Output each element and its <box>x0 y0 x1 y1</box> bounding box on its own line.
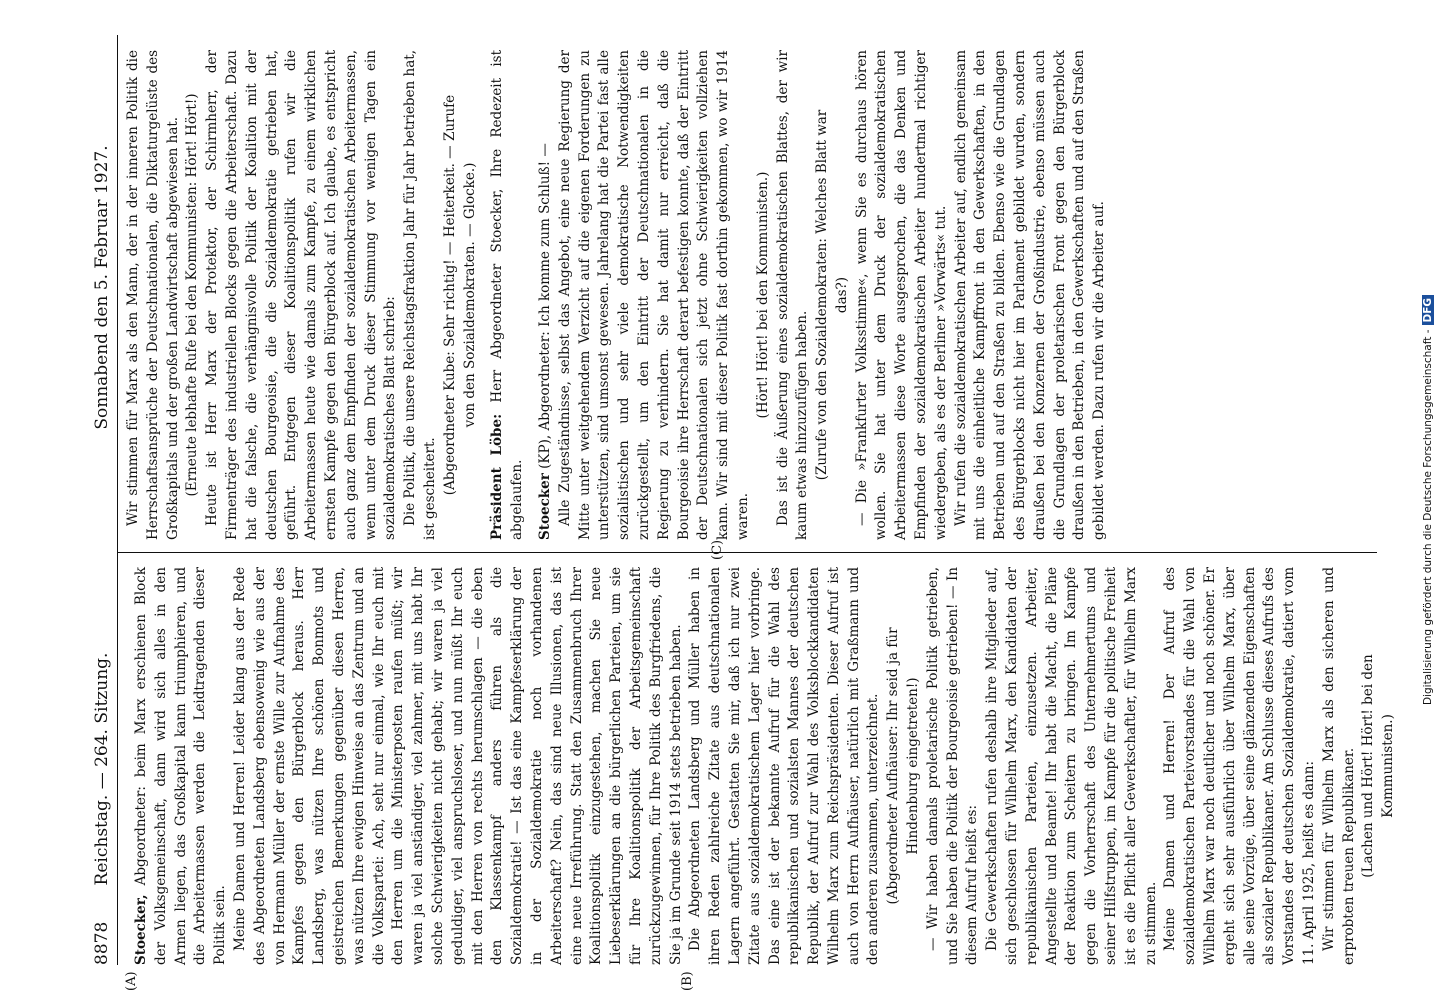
speaker-name: Stoecker <box>536 473 553 540</box>
interjection: (Erneute lebhafte Rufe bei den Kommunisten: Hört! Hört!) <box>184 93 201 497</box>
rotated-text-block <box>90 35 1397 991</box>
column-divider <box>117 552 1377 553</box>
speaker-paragraph <box>488 50 528 540</box>
page-number: 8878 <box>92 921 112 965</box>
speaker-paragraph <box>132 567 231 965</box>
paragraph: Alle Zugeständnisse, selbst das Angebot, eine neue Regierung der Mitte unter weitgehendem Verzicht auf die eigenen Forderungen zu unterstützen, sind umsonst gewesen. Jahrelang hat die Partei fast alle sozialistischen und sehr viele demokratische Notwendigkeiten zurückgestellt, um den Eintritt der Deutschnationalen in die Regierung zu verhindern. Sie hat damit nur erreicht, daß die Bourgeoisie ihre Herrschaft derart befestigen konnte, daß der Eintritt der Deutschnationalen sich jetzt ohne Schwierigkeiten vollziehen kann. Wir sind mit dieser Politik fast dorthin gekommen, wo wir 1914 waren. <box>556 50 751 540</box>
interjection: (Hört! Hört! bei den Kommunisten.) <box>754 171 771 419</box>
paragraph: Wir stimmen für Marx als den Mann, der in der inneren Politik die Herrschaftsansprüche der Deutschnationalen, die Diktaturgelüste des Großkapitals und der großen Landwirtschaft abgewiesen hat. <box>125 50 181 540</box>
side-note-text: Digitalisierung gefördert durch die Deutsche Forschungsgemeinschaft - <box>1422 329 1434 706</box>
page-header <box>90 35 114 965</box>
paragraph: — Die »Frankfurter Volksstimme«, wenn Sie es durchaus hören wollen. Sie hat unter dem Druck der sozialdemokratischen Arbeitermassen diese Worte ausgesprochen, die das Denken und Empfinden der sozialdemokratischen Arbeiter hundertmal richtiger wiedergeben, als es der Berliner »Vorwärts« tut. <box>853 50 949 540</box>
header-session: Reichstag. — 264. Sitzung. <box>92 652 112 886</box>
interjection: (Zurufe von den Sozialdemokraten: Welches Blatt war das?) <box>814 109 850 481</box>
paragraph: Das ist die Äußerung eines sozialdemokratischen Blattes, der wir kaum etwas hinzuzufügen haben. <box>774 50 811 540</box>
side-note <box>1422 10 1438 990</box>
paragraph: Wir stimmen für Wilhelm Marx als den sicheren und erprobten treuen Republikaner. <box>1320 567 1357 965</box>
paragraph: Die Gewerkschaften rufen deshalb ihre Mitglieder auf, sich geschlossen für Wilhelm Marx, den Kandidaten der republikanischen Parteien, einzusetzen. Arbeiter, Angestellte und Beamte! Ihr habt die Macht, die Pläne der Reaktion zum Scheitern zu bringen. Im Kampfe gegen die Vorherrschaft des Unternehmertums und seiner Hilfstruppen, im Kampfe für die politische Freiheit ist es die Pflicht aller Gewerkschaftler, für Wilhelm Marx zu stimmen. <box>984 567 1159 965</box>
margin-mark-c: (C) <box>710 539 725 560</box>
speaker-role: (KP), Abgeordneter: <box>536 331 553 469</box>
header-rule <box>117 35 118 965</box>
header-date: Sonnabend den 5. Februar 1927. <box>92 145 112 430</box>
right-column <box>124 50 1374 540</box>
paragraph: Meine Damen und Herren! Der Aufruf des sozialdemokratischen Parteivorstandes für die Wahl von Wilhelm Marx war noch deutlicher und noch schöner. Er ergeht sich sehr ausführlich über Wilhelm Marx, über alle seine Vorzüge, über seine glänzenden Eigenschaften als sozialer Republikaner. Am Schlusse dieses Aufrufs des Vorstandes der deutschen Sozialdemokratie, datiert vom 11. April 1925, heißt es dann: <box>1162 567 1318 965</box>
speaker-role: Abgeordneter: <box>133 786 149 886</box>
speech-text: beim Marx erschienen Block der Volksgemeinschaft, dann wird sich alles in den Armen liegen, das Großkapital kann triumphieren, und die Arbeitermassen werden die Leidtragenden dieser Politik sein. <box>133 566 229 965</box>
speech-text: Ich komme zum Schluß! — <box>536 143 553 327</box>
paragraph: Die Abgeordneten Landsberg und Müller haben in ihren Reden zahlreiche Zitate aus deutschnationalen Lagern angeführt. Gestatten Sie mir, daß ich nur zwei Zitate aus sozialdemokratischem Lager hier vorbringe. Das eine ist der bekannte Aufruf für die Wahl des republikanischen und sozialsten Mannes der deutschen Republik, der Aufruf zur Wahl des Volksblockkandidaten Wilhelm Marx zum Reichspräsidenten. Dieser Aufruf ist auch von Herrn Aufhäuser, natürlich mit Graßmann und den anderen zusammen, unterzeichnet. <box>687 567 882 965</box>
speaker-paragraph <box>536 50 556 540</box>
paragraph: Meine Damen und Herren! Leider klang aus der Rede des Abgeordneten Landsberg ebensowenig wie aus der von Hermann Müller der ernste Wille zur Aufnahme des Kampfes gegen den Bürgerblock heraus. Herr Landsberg, was nützen Ihre schönen Bonmots und geistreichen Bemerkungen gegenüber diesen Herren, was nützen Ihre ewigen Hinweise an das Zentrum und an die Volkspartei: Ach, seht nur einmal, wie Ihr euch mit den Herren um die Ministerposten raufen müßt; wir waren ja viel anständiger, viel zahmer, mit uns habt Ihr solche Schwierigkeiten nicht gehabt; wir waren ja viel geduldiger, viel anspruchsloser, und nun müßt Ihr euch mit den Herren von rechts herumschlagen — die eben den Klassenkampf anders führen als die Sozialdemokratie! — Ist das eine Kampfeserklärung der in der Sozialdemokratie noch vorhandenen Arbeiterschaft? Nein, das sind neue Illusionen, das ist eine neue Irreführung. Statt den Zusammenbruch Ihrer Koalitionspolitik einzugestehen, machen Sie neue Liebeserklärungen an die bürgerlichen Parteien, um sie für Ihre Koalitionspolitik der Arbeitsgemeinschaft zurückzugewinnen, für Ihre Politik des Burgfriedens, die Sie ja im Grunde seit 1914 stets betrieben haben. <box>231 567 684 965</box>
paragraph: — Wir haben damals proletarische Politik getrieben, und Sie haben die Politik der Bourgeoisie getrieben! — In diesem Aufruf heißt es: <box>924 567 981 965</box>
interjection: (Abgeordneter Kube: Sehr richtig! — Heiterkeit. — Zurufe von den Sozialdemokraten. — Glocke.) <box>441 94 478 496</box>
paragraph: Heute ist Herr Marx der Protektor, der Schirmherr, der Firmenträger des industriellen Blocks gegen die Arbeiterschaft. Dazu hat die falsche, die verhängnisvolle Politik der Koalition mit der deutschen Bourgeoisie, die die Sozialdemokratie getrieben hat, geführt. Entgegen dieser Koalitionspolitik rufen wir die Arbeitermassen heute wie damals zum Kampfe, zu einem wirklichen ernsten Kampfe gegen den Bürgerblock auf. Ich glaube, es entspricht auch ganz dem Empfinden der sozialdemokratischen Arbeitermassen, wenn unter dem Druck dieser Stimmung vor wenigen Tagen ein sozialdemokratisches Blatt schrieb: <box>204 50 399 540</box>
speaker-name: Präsident Löbe: <box>489 413 506 540</box>
interjection: (Lachen und Hört! Hört! bei den Kommunisten.) <box>1360 654 1397 878</box>
speech-text: Herr Abgeordneter Stoecker, Ihre Redezeit ist abgelaufen. <box>489 50 526 540</box>
paragraph: Wir rufen die sozialdemokratischen Arbeiter auf, endlich gemeinsam mit uns die einheitliche Kampffront in den Gewerkschaften, in den Betrieben und auf den Straßen zu bilden. Ebenso wie die Grundlagen des Bürgerblocks nicht hier im Parlament gebildet wurden, sondern draußen bei den Konzernen der Großindustrie, ebenso müssen auch die Grundlagen der proletarischen Front gegen den Bürgerblock draußen in den Betrieben, in den Gewerkschaften und auf den Straßen gebildet werden. Dazu rufen wir die Arbeiter auf. <box>952 50 1108 540</box>
speaker-name: Stoecker, <box>133 894 149 965</box>
paragraph: Die Politik, die unsere Reichstagsfraktion Jahr für Jahr betrieben hat, ist gescheitert. <box>402 50 438 540</box>
left-column <box>124 566 1397 965</box>
interjection: (Abgeordneter Aufhäuser: Ihr seid ja für Hindenburg eingetreten!) <box>885 627 922 905</box>
margin-mark-b: (B) <box>680 971 695 991</box>
dfg-logo: DFG <box>1422 295 1434 326</box>
margin-mark-a: (A) <box>124 971 139 991</box>
